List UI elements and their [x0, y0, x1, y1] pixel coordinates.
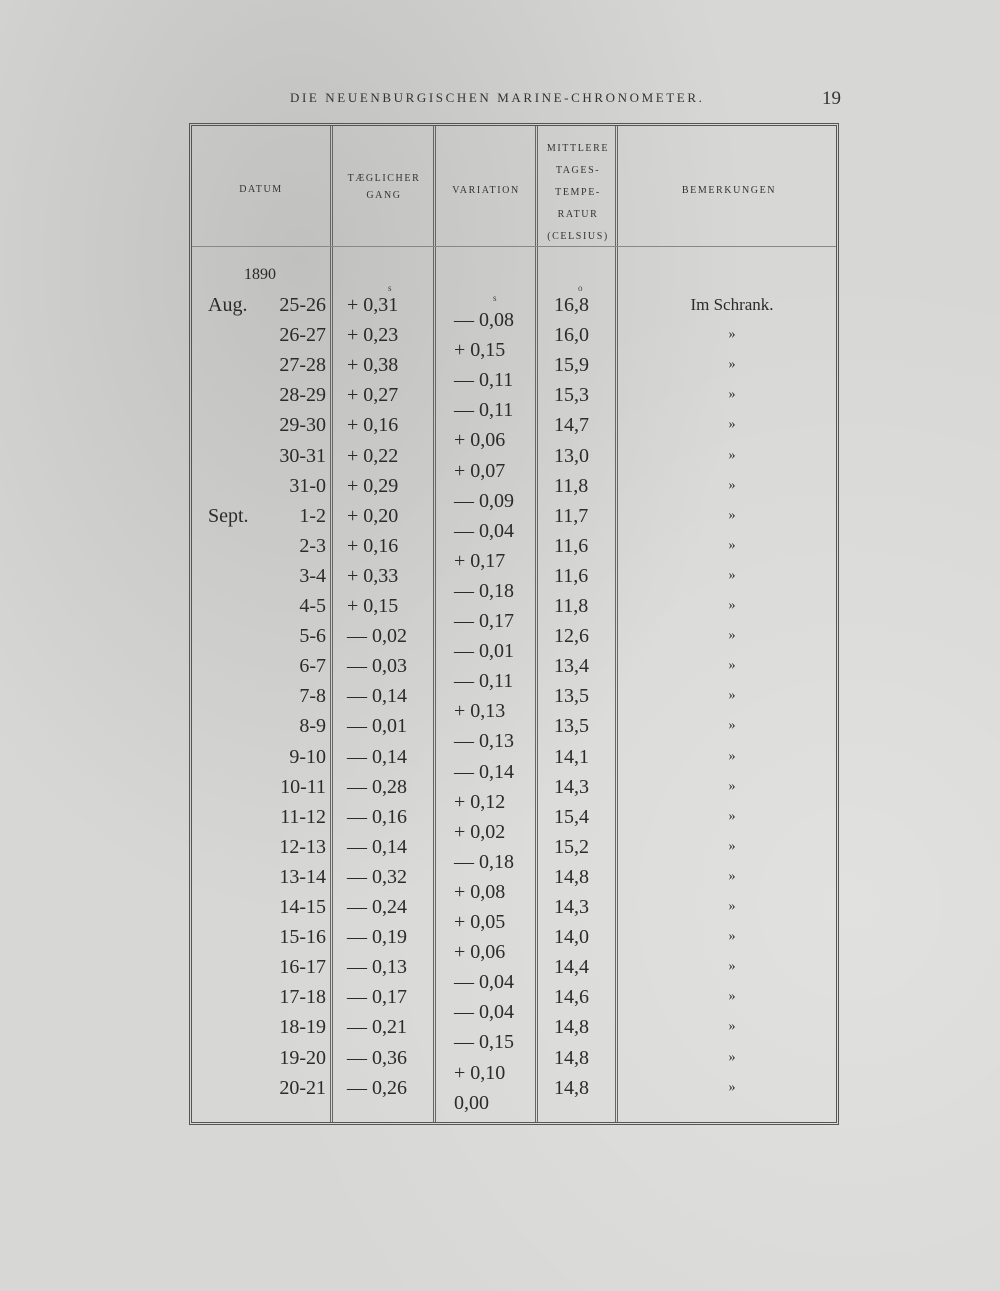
- temp-cell: 14,1: [554, 745, 589, 768]
- remark-cell: »: [728, 537, 736, 553]
- gang-cell: — 0,13: [347, 956, 407, 979]
- temp-cell: 15,4: [554, 805, 589, 828]
- page-number: 19: [822, 88, 841, 109]
- remark-cell: »: [728, 838, 736, 854]
- variation-cell: — 0,18: [454, 579, 514, 602]
- gang-cell: + 0,23: [347, 324, 399, 347]
- temp-cell: 13,5: [554, 715, 589, 738]
- date-cell: 13-14: [279, 865, 326, 888]
- remark-cell: »: [728, 718, 736, 734]
- date-cell: 6-7: [299, 655, 326, 678]
- remark-cell: Im Schrank.: [690, 295, 774, 314]
- remark-cell: »: [728, 778, 736, 794]
- temp-cell: 15,2: [554, 835, 589, 858]
- gang-cell: — 0,14: [347, 835, 407, 858]
- variation-cell: — 0,11: [454, 369, 514, 392]
- temp-cell: 13,5: [554, 685, 589, 708]
- gang-cell: + 0,16: [347, 534, 399, 557]
- date-cell: 14-15: [279, 896, 326, 918]
- remark-cell: »: [728, 628, 736, 644]
- variation-cell: + 0,10: [454, 1061, 506, 1084]
- gang-cell: + 0,27: [347, 384, 399, 407]
- column-header-temp-line: MITTLERE: [546, 143, 610, 154]
- gang-cell: — 0,32: [347, 865, 407, 888]
- remark-cell: »: [728, 658, 736, 674]
- date-cell: 2-3: [299, 534, 326, 557]
- variation-cell: + 0,08: [454, 880, 506, 903]
- temp-cell: 14,6: [554, 986, 589, 1009]
- date-cell: 25-26: [279, 294, 326, 316]
- unit-variation: s: [493, 293, 497, 303]
- running-title: DIE NEUENBURGISCHEN MARINE-CHRONOMETER.: [290, 90, 705, 105]
- variation-cell: — 0,04: [454, 971, 514, 994]
- year-label: 1890: [244, 266, 276, 283]
- variation-cell: + 0,05: [454, 911, 506, 933]
- date-cell: 27-28: [279, 354, 326, 377]
- date-cell: 11-12: [280, 805, 326, 828]
- variation-cell: — 0,13: [454, 730, 514, 753]
- date-cell: 1-2: [299, 504, 326, 527]
- remark-cell: »: [728, 417, 736, 433]
- unit-temp: o: [578, 283, 583, 293]
- column-header-gang: [335, 170, 433, 204]
- remark-cell: »: [728, 567, 736, 583]
- remark-cell: »: [728, 688, 736, 704]
- variation-cell: — 0,14: [454, 760, 514, 783]
- date-cell: 10-11: [280, 775, 326, 798]
- gang-cell: — 0,28: [347, 775, 407, 798]
- unit-gang: s: [388, 283, 392, 293]
- temp-cell: 11,6: [554, 564, 589, 587]
- remark-cell: »: [728, 327, 736, 343]
- date-cell: 29-30: [279, 414, 326, 437]
- column-header-temp-line: TAGES-: [555, 165, 601, 176]
- remark-cell: »: [728, 357, 736, 373]
- temp-cell: 11,7: [554, 504, 589, 527]
- gang-cell: + 0,20: [347, 504, 399, 527]
- date-cell: 17-18: [279, 986, 326, 1009]
- gang-cell: + 0,22: [347, 444, 399, 467]
- date-cell: 15-16: [279, 926, 326, 949]
- column-header-datum: DATUM: [239, 184, 283, 195]
- date-cell: 9-10: [289, 745, 326, 768]
- temp-cell: 16,8: [554, 294, 589, 316]
- date-cell: 30-31: [279, 444, 326, 467]
- gang-cell: — 0,17: [347, 986, 407, 1009]
- temp-cell: 15,9: [554, 354, 589, 377]
- remark-cell: »: [728, 598, 736, 613]
- column-header-gang-line: TÆGLICHER: [347, 173, 421, 184]
- date-cell: 28-29: [279, 384, 326, 407]
- remark-cell: »: [728, 748, 736, 764]
- remark-cell: »: [728, 1079, 736, 1095]
- temp-cell: 14,8: [554, 1076, 589, 1099]
- remark-cell: »: [728, 507, 736, 523]
- data-table: [189, 123, 839, 1125]
- gang-cell: — 0,19: [347, 926, 407, 949]
- variation-cell: + 0,07: [454, 459, 506, 482]
- remark-cell: »: [728, 868, 736, 884]
- gang-cell: — 0,14: [347, 745, 407, 768]
- gang-cell: — 0,24: [347, 896, 407, 918]
- gang-cell: + 0,31: [347, 294, 399, 316]
- column-header-temp-line: (CELSIUS): [547, 231, 609, 242]
- column-header-variation: VARIATION: [452, 185, 520, 196]
- date-cell: 20-21: [279, 1076, 326, 1099]
- variation-cell: — 0,09: [454, 489, 514, 512]
- variation-cell: + 0,06: [454, 941, 506, 964]
- column-header-remarks: BEMERKUNGEN: [681, 185, 777, 196]
- date-cell: 19-20: [279, 1046, 326, 1069]
- remark-cell: »: [728, 1019, 736, 1035]
- gang-cell: — 0,36: [347, 1046, 407, 1069]
- variation-cell: + 0,13: [454, 700, 506, 723]
- column-divider: [330, 126, 333, 1122]
- column-header-temp: [539, 138, 617, 248]
- variation-cell: — 0,11: [454, 670, 514, 693]
- column-header-temp-line: RATUR: [557, 209, 599, 220]
- date-cell: 16-17: [279, 956, 326, 979]
- gang-cell: — 0,16: [347, 805, 407, 828]
- temp-cell: 14,0: [554, 926, 589, 949]
- gang-cell: + 0,16: [347, 414, 399, 437]
- gang-cell: + 0,29: [347, 474, 399, 497]
- temp-cell: 14,8: [554, 1046, 589, 1069]
- remark-cell: »: [728, 929, 736, 945]
- date-cell: 8-9: [299, 715, 326, 738]
- gang-cell: + 0,15: [347, 595, 399, 617]
- date-cell: 12-13: [279, 835, 326, 858]
- variation-cell: — 0,11: [454, 399, 514, 422]
- remark-cell: »: [728, 1049, 736, 1065]
- variation-cell: — 0,04: [454, 1001, 514, 1024]
- gang-cell: — 0,02: [347, 625, 407, 648]
- remark-cell: »: [728, 477, 736, 493]
- variation-cell: — 0,18: [454, 850, 514, 873]
- gang-cell: + 0,38: [347, 354, 399, 377]
- temp-cell: 14,4: [554, 956, 589, 979]
- gang-cell: — 0,01: [347, 715, 407, 738]
- variation-cell: + 0,15: [454, 339, 506, 362]
- gang-cell: — 0,26: [347, 1076, 407, 1099]
- temp-cell: 11,8: [554, 474, 589, 497]
- temp-cell: 13,0: [554, 444, 589, 467]
- date-cell: 18-19: [279, 1016, 326, 1039]
- date-cell: 3-4: [299, 564, 326, 587]
- header-rule: [192, 246, 836, 247]
- variation-cell: — 0,17: [454, 610, 514, 632]
- gang-cell: — 0,14: [347, 685, 407, 708]
- variation-cell: — 0,04: [454, 519, 514, 542]
- temp-cell: 11,6: [554, 534, 589, 557]
- remark-cell: »: [728, 387, 736, 403]
- temp-cell: 14,7: [554, 414, 589, 437]
- month-label: Aug.: [208, 294, 248, 316]
- temp-cell: 13,4: [554, 655, 589, 678]
- variation-cell: — 0,01: [454, 640, 514, 663]
- gang-cell: + 0,33: [347, 564, 399, 587]
- variation-cell: — 0,08: [454, 309, 514, 331]
- variation-cell: — 0,15: [454, 1031, 514, 1054]
- variation-cell: 0,00: [454, 1091, 489, 1114]
- temp-cell: 16,0: [554, 324, 589, 347]
- gang-cell: — 0,21: [347, 1016, 407, 1039]
- date-cell: 4-5: [299, 595, 326, 617]
- temp-cell: 14,3: [554, 775, 589, 798]
- remark-cell: »: [728, 899, 736, 914]
- month-label: Sept.: [208, 504, 249, 527]
- temp-cell: 12,6: [554, 625, 589, 648]
- variation-cell: + 0,17: [454, 549, 506, 572]
- date-cell: 5-6: [299, 625, 326, 648]
- variation-cell: + 0,02: [454, 820, 506, 843]
- remark-cell: »: [728, 808, 736, 824]
- variation-cell: + 0,06: [454, 429, 506, 452]
- temp-cell: 14,8: [554, 1016, 589, 1039]
- remark-cell: »: [728, 989, 736, 1005]
- column-header-gang-line: GANG: [366, 190, 402, 201]
- remark-cell: »: [728, 447, 736, 463]
- variation-cell: + 0,12: [454, 790, 506, 813]
- date-cell: 7-8: [299, 685, 326, 708]
- temp-cell: 14,3: [554, 896, 589, 918]
- temp-cell: 11,8: [554, 595, 589, 617]
- temp-cell: 15,3: [554, 384, 589, 407]
- column-header-temp-line: TEMPE-: [555, 187, 601, 198]
- date-cell: 26-27: [279, 324, 326, 347]
- temp-cell: 14,8: [554, 865, 589, 888]
- date-cell: 31-0: [289, 474, 326, 497]
- remark-cell: »: [728, 959, 736, 975]
- gang-cell: — 0,03: [347, 655, 407, 678]
